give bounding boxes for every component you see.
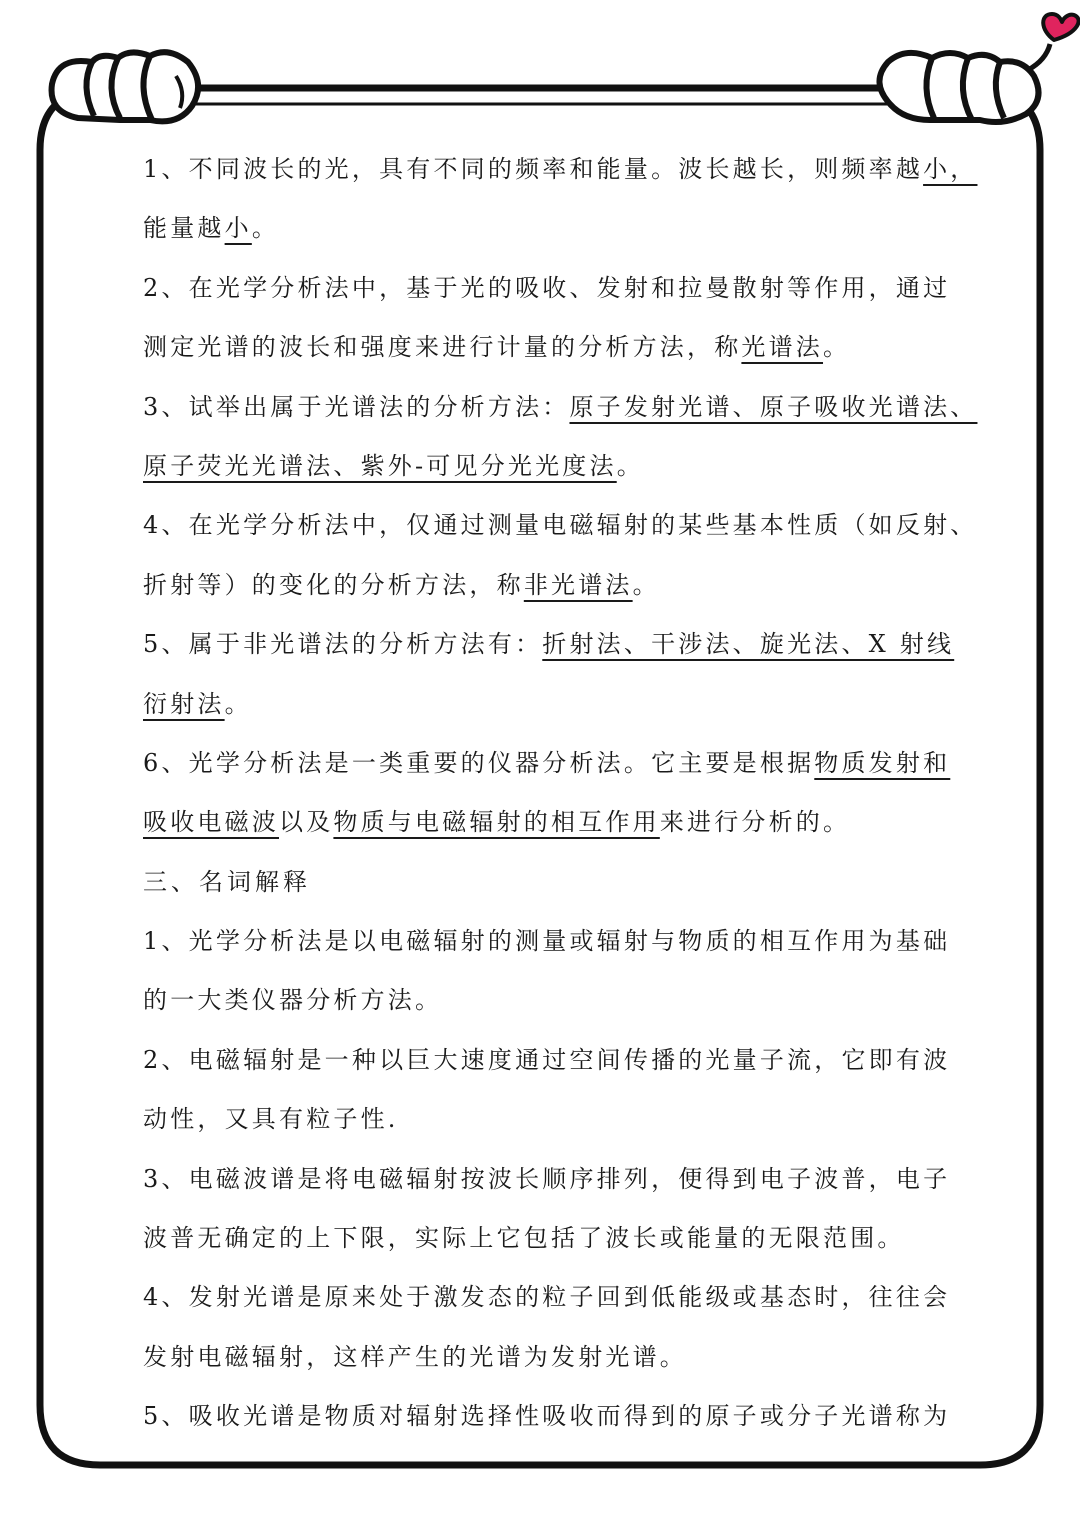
text-segment: 能量越: [143, 214, 225, 243]
text-line: [143, 378, 978, 437]
text-line: [143, 1387, 963, 1446]
section-heading: [143, 853, 963, 912]
text-segment: 2、电磁辐射是一种以巨大速度通过空间传播的光量子流，它即有波: [143, 1045, 951, 1074]
underlined-answer: 光谱法: [741, 333, 824, 362]
text-line: [143, 1031, 963, 1090]
text-line: [143, 140, 978, 199]
underlined-answer: 物质发射和: [814, 748, 951, 777]
underlined-answer: 吸收电磁波: [143, 808, 279, 837]
text-segment: 。: [224, 689, 252, 718]
underlined-answer: 原子荧光光谱法、紫外-可见分光光度法: [143, 451, 617, 480]
text-line: [143, 912, 963, 971]
text-line: [143, 259, 963, 318]
underlined-answer: 物质与电磁辐射的相互作用: [333, 808, 660, 837]
underlined-answer: 小，: [923, 155, 978, 183]
text-segment: 测定光谱的波长和强度来进行计量的分析方法，称: [143, 333, 742, 362]
text-line: [143, 1328, 963, 1387]
text-segment: 4、在光学分析法中，仅通过测量电磁辐射的某些基本性质（如反射、: [143, 511, 978, 540]
text-segment: 3、电磁波谱是将电磁辐射按波长顺序排列，便得到电子波普，电子: [143, 1164, 951, 1193]
text-segment: 发射电磁辐射，这样产生的光谱为发射光谱。: [143, 1342, 687, 1371]
right-hand-curl-icon: [879, 44, 1050, 122]
text-segment: 6、光学分析法是一类重要的仪器分析法。它主要是根据: [143, 748, 815, 777]
text-line: [143, 1090, 963, 1149]
text-segment: 。: [616, 451, 644, 480]
underlined-answer: 衍射法: [143, 689, 225, 718]
text-line: [143, 1150, 963, 1209]
text-segment: 1、不同波长的光，具有不同的频率和能量。波长越长，则频率越: [143, 155, 924, 183]
underlined-answer: 小: [224, 214, 252, 243]
text-line: [143, 734, 963, 793]
text-line: [143, 971, 963, 1030]
text-segment: 来进行分析的。: [659, 808, 851, 837]
text-segment: 。: [823, 333, 851, 362]
text-segment: 1、光学分析法是以电磁辐射的测量或辐射与物质的相互作用为基础: [143, 927, 951, 956]
underlined-answer: 折射法、干涉法、旋光法、X 射线: [542, 630, 955, 659]
underlined-answer: 原子发射光谱、原子吸收光谱法、: [569, 392, 978, 421]
text-segment: 三、名词解释: [143, 867, 311, 896]
text-segment: 以及: [279, 808, 334, 837]
text-segment: 折射等）的变化的分析方法，称: [143, 570, 524, 599]
text-line: [143, 675, 963, 734]
heart-icon: [1043, 14, 1078, 40]
text-line: [143, 556, 963, 615]
text-line: [143, 1268, 963, 1327]
text-segment: 5、属于非光谱法的分析方法有：: [143, 630, 543, 659]
text-line: [143, 793, 963, 852]
text-line: [143, 318, 963, 377]
text-line: [143, 615, 963, 674]
text-segment: 的一大类仪器分析方法。: [143, 986, 443, 1015]
text-segment: 2、在光学分析法中，基于光的吸收、发射和拉曼散射等作用，通过: [143, 273, 951, 302]
text-segment: 3、试举出属于光谱法的分析方法：: [143, 392, 570, 421]
text-line: [143, 437, 963, 496]
text-line: [143, 199, 963, 258]
text-segment: 。: [251, 214, 280, 243]
text-segment: 。: [632, 570, 660, 599]
left-hand-curl-icon: [52, 52, 199, 121]
text-line: [143, 496, 978, 555]
text-segment: 波普无确定的上下限，实际上它包括了波长或能量的无限范围。: [143, 1224, 905, 1253]
text-segment: 4、发射光谱是原来处于激发态的粒子回到低能级或基态时，往往会: [143, 1283, 951, 1312]
text-line: [143, 1209, 963, 1268]
document-body: [143, 140, 978, 1447]
underlined-answer: 非光谱法: [523, 570, 633, 599]
text-segment: 动性，又具有粒子性.: [143, 1105, 399, 1134]
text-segment: 5、吸收光谱是物质对辐射选择性吸收而得到的原子或分子光谱称为: [143, 1402, 951, 1431]
